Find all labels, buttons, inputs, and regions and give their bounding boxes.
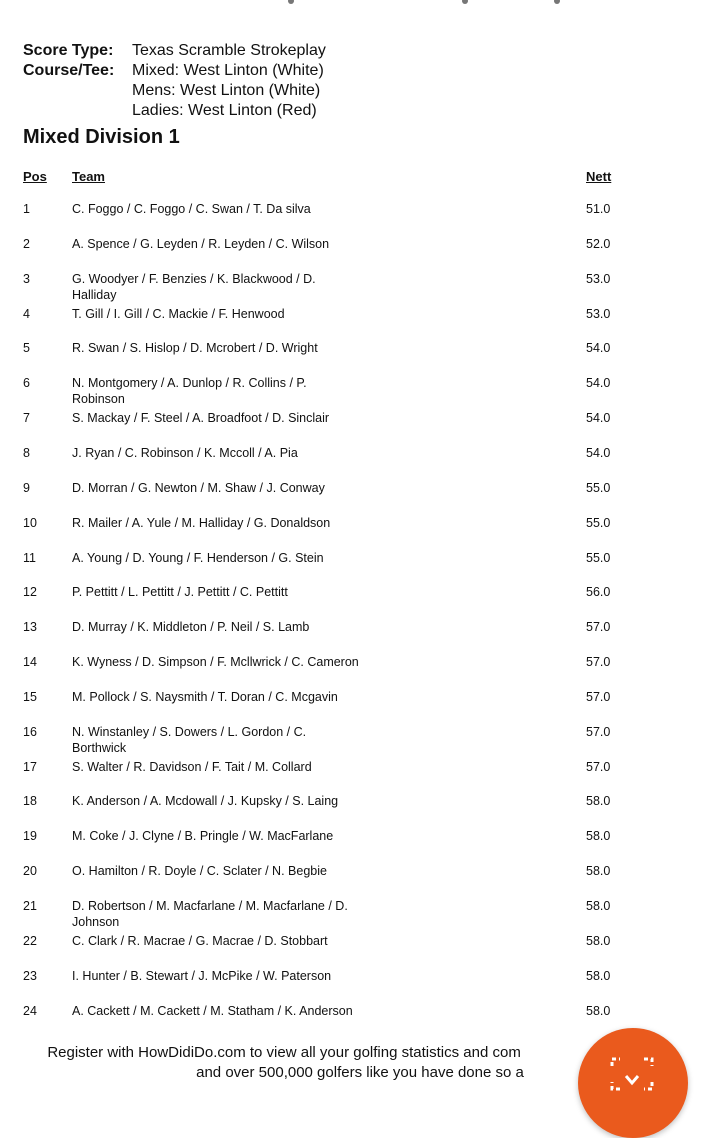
header-pos: Pos	[23, 169, 47, 184]
row-pos: 5	[23, 341, 30, 356]
table-row	[0, 340, 720, 374]
table-row	[0, 375, 720, 409]
row-nett: 52.0	[586, 236, 611, 251]
row-pos: 10	[23, 515, 37, 530]
row-nett: 58.0	[586, 968, 611, 983]
scan-icon	[610, 1056, 654, 1092]
course-tee-mens: Mens: West Linton (White)	[132, 82, 321, 99]
table-row	[0, 271, 720, 305]
header-team: Team	[72, 169, 105, 184]
row-team: T. Gill / I. Gill / C. Mackie / F. Henwood	[72, 306, 285, 321]
row-team: D. Morran / G. Newton / M. Shaw / J. Conway	[72, 480, 325, 495]
row-nett: 54.0	[586, 445, 611, 460]
row-team: K. Wyness / D. Simpson / F. Mcllwrick / C. Cameron	[72, 655, 359, 670]
row-nett: 57.0	[586, 759, 611, 774]
row-nett: 51.0	[586, 202, 611, 216]
row-pos: 18	[23, 794, 37, 809]
row-pos: 1	[23, 202, 30, 216]
row-nett: 53.0	[586, 306, 611, 321]
row-team: A. Spence / G. Leyden / R. Leyden / C. Wilson	[72, 236, 330, 251]
row-team: N. Montgomery / A. Dunlop / R. Collins / P. Robinson	[72, 376, 307, 407]
table-header	[0, 169, 720, 189]
row-team: J. Ryan / C. Robinson / K. Mccoll / A. Pia	[72, 445, 298, 460]
row-pos: 9	[23, 480, 30, 495]
table-row	[0, 759, 720, 793]
top-edge-marks	[270, 0, 570, 4]
row-team: A. Cackett / M. Cackett / M. Statham / K. Anderson	[72, 1003, 353, 1018]
row-team: M. Coke / J. Clyne / B. Pringle / W. MacFarlane	[72, 829, 334, 844]
row-team: O. Hamilton / R. Doyle / C. Sclater / N. Begbie	[72, 864, 327, 879]
row-nett: 58.0	[586, 794, 611, 809]
row-nett: 58.0	[586, 864, 611, 879]
table-row	[0, 968, 720, 1002]
row-nett: 58.0	[586, 829, 611, 844]
row-pos: 19	[23, 829, 37, 844]
table-row	[0, 933, 720, 967]
row-pos: 6	[23, 376, 30, 391]
table-row	[0, 306, 720, 340]
row-pos: 23	[23, 968, 37, 983]
row-pos: 24	[23, 1003, 37, 1018]
row-nett: 53.0	[586, 271, 611, 286]
row-pos: 21	[23, 899, 37, 913]
table-row	[0, 828, 720, 862]
row-team: D. Robertson / M. Macfarlane / M. Macfarlane / D. Johnson	[72, 899, 348, 929]
row-pos: 4	[23, 306, 30, 321]
table-row	[0, 236, 720, 270]
row-nett: 55.0	[586, 480, 611, 495]
row-nett: 55.0	[586, 515, 611, 530]
row-nett: 57.0	[586, 689, 611, 704]
row-team: A. Young / D. Young / F. Henderson / G. Stein	[72, 550, 324, 565]
row-pos: 14	[23, 655, 37, 670]
row-team: S. Walter / R. Davidson / F. Tait / M. Collard	[72, 759, 312, 774]
row-nett: 54.0	[586, 376, 611, 391]
row-pos: 16	[23, 724, 37, 739]
row-nett: 57.0	[586, 655, 611, 670]
footer-line1: Register with HowDidiDo.com to view all your golfing statistics and com	[47, 1044, 521, 1061]
row-pos: 15	[23, 689, 37, 704]
row-pos: 22	[23, 933, 37, 948]
row-nett: 56.0	[586, 585, 611, 600]
row-nett: 57.0	[586, 724, 611, 739]
row-team: I. Hunter / B. Stewart / J. McPike / W. Paterson	[72, 968, 332, 983]
row-pos: 3	[23, 271, 30, 286]
table-row	[0, 445, 720, 479]
course-tee-mixed: Mixed: West Linton (White)	[132, 62, 324, 79]
row-pos: 11	[23, 550, 36, 565]
table-row	[0, 201, 720, 235]
course-tee-ladies: Ladies: West Linton (Red)	[132, 102, 317, 119]
table-row	[0, 515, 720, 549]
row-pos: 2	[23, 236, 30, 251]
table-row	[0, 863, 720, 897]
row-pos: 7	[23, 411, 30, 426]
row-team: S. Mackay / F. Steel / A. Broadfoot / D. Sinclair	[72, 411, 330, 426]
row-pos: 8	[23, 445, 30, 460]
row-pos: 17	[23, 759, 37, 774]
row-nett: 55.0	[586, 550, 611, 565]
table-row	[0, 410, 720, 444]
table-row	[0, 584, 720, 618]
row-nett: 54.0	[586, 341, 611, 356]
table-row	[0, 793, 720, 827]
row-nett: 58.0	[586, 1003, 611, 1018]
row-team: R. Swan / S. Hislop / D. Mcrobert / D. Wright	[72, 341, 318, 356]
scan-fab-button[interactable]	[578, 1028, 688, 1138]
row-team: C. Clark / R. Macrae / G. Macrae / D. Stobbart	[72, 933, 328, 948]
scorecard-meta	[23, 41, 326, 121]
division-title: Mixed Division 1	[23, 126, 180, 148]
row-team: K. Anderson / A. Mcdowall / J. Kupsky / S. Laing	[72, 794, 339, 809]
row-pos: 13	[23, 620, 37, 635]
row-team: R. Mailer / A. Yule / M. Halliday / G. Donaldson	[72, 515, 331, 530]
table-row	[0, 654, 720, 688]
row-team: M. Pollock / S. Naysmith / T. Doran / C. Mcgavin	[72, 689, 338, 704]
course-tee-label: Course/Tee:	[23, 62, 115, 79]
score-type-label: Score Type:	[23, 42, 114, 59]
table-row	[0, 550, 720, 584]
row-nett: 58.0	[586, 933, 611, 948]
row-team: N. Winstanley / S. Dowers / L. Gordon / C. Borthwick	[72, 724, 307, 755]
score-type-value: Texas Scramble Strokeplay	[132, 42, 326, 59]
row-team: C. Foggo / C. Foggo / C. Swan / T. Da silva	[72, 202, 311, 216]
table-row	[0, 480, 720, 514]
row-team: G. Woodyer / F. Benzies / K. Blackwood / D. Halliday	[72, 271, 316, 302]
row-nett: 58.0	[586, 899, 611, 913]
row-pos: 12	[23, 585, 37, 600]
table-row	[0, 689, 720, 723]
header-nett: Nett	[586, 169, 612, 184]
table-row	[0, 619, 720, 653]
row-team: P. Pettitt / L. Pettitt / J. Pettitt / C. Pettitt	[72, 585, 288, 600]
row-nett: 57.0	[586, 620, 611, 635]
row-pos: 20	[23, 864, 37, 879]
footer-line2: and over 500,000 golfers like you have done so a	[196, 1064, 524, 1081]
table-row	[0, 724, 720, 758]
row-team: D. Murray / K. Middleton / P. Neil / S. Lamb	[72, 620, 310, 635]
table-row	[0, 898, 720, 932]
row-nett: 54.0	[586, 411, 611, 426]
